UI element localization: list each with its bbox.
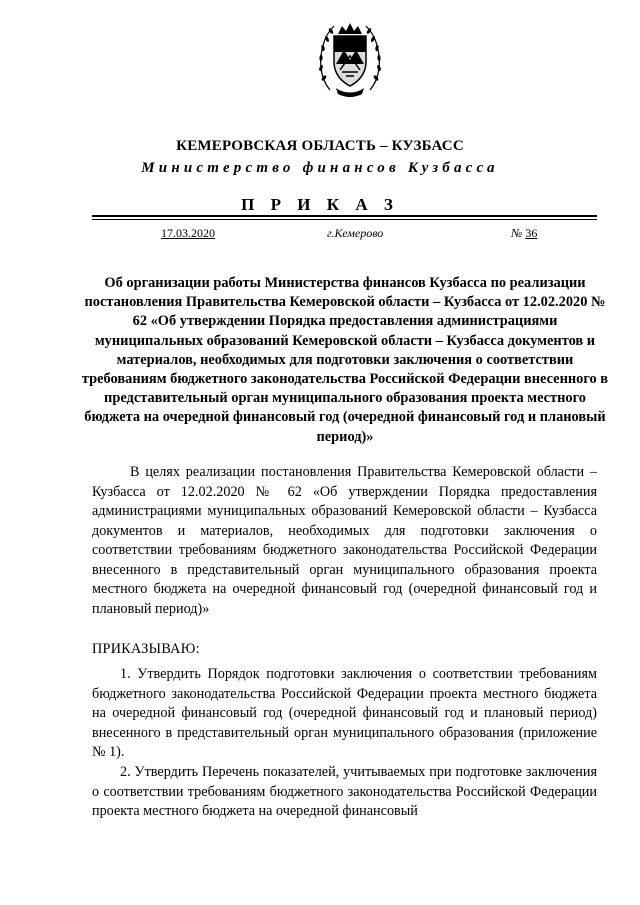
document-type-title: П Р И К А З [241, 195, 399, 214]
intro-paragraph: В целях реализации постановления Правительства Кемеровской области – Кузбасса от 12.02.2020 № 62 «Об утверждении Порядка предоставления администрациями муниципальных образований Кемеровской области – Кузбасса документов и материалов, необходимых для подготовки заключения о соответствии требованиям бюджетного законодательства Российской Федерации внесенного в представительный орган муниципального образования проекта местного бюджета на очередной финансовый год (очередной финансовый год и плановый период)» [92, 464, 597, 617]
order-word: ПРИКАЗЫВАЮ: [92, 641, 200, 657]
order-item-1: 1. Утвердить Порядок подготовки заключения о соответствии требованиям бюджетного законодательства Российской Федерации проекта местного бюджета на очередной финансовый год (очередной финансовый год и плановый период) внесенного в представительный орган муниципального образования (приложение № 1). [92, 666, 597, 760]
order-number [511, 226, 537, 241]
header-divider-thick [92, 215, 597, 217]
ministry-name: Министерство финансов Кузбасса [141, 160, 499, 176]
order-number-sign: № [511, 226, 523, 240]
order-city: г.Кемерово [327, 226, 384, 240]
coat-of-arms-emblem [316, 20, 384, 100]
order-heading: Об организации работы Министерства финансов Кузбасса по реализации постановления Правительства Кемеровской области – Кузбасса от 12.02.2020 № 62 «Об утверждении Порядка предоставления администрациями муниципальных образований Кемеровской области – Кузбасса документов и материалов, необходимых для подготовки заключения о соответствии требованиям бюджетного законодательства Российской Федерации внесенного в представительный орган муниципального образования проекта местного бюджета на очередной финансовый год (очередной финансовый год и плановый период)» [81, 275, 609, 445]
order-number-value: 36 [525, 226, 538, 240]
order-date: 17.03.2020 [161, 226, 215, 240]
order-item-2: 2. Утвердить Перечень показателей, учитываемых при подготовке заключения о соответствии требованиям бюджетного законодательства Российской Федерации проекта местного бюджета на очередной финансовый [92, 764, 597, 819]
header-divider-thin [92, 219, 597, 220]
region-title: КЕМЕРОВСКАЯ ОБЛАСТЬ – КУЗБАСС [176, 138, 464, 154]
